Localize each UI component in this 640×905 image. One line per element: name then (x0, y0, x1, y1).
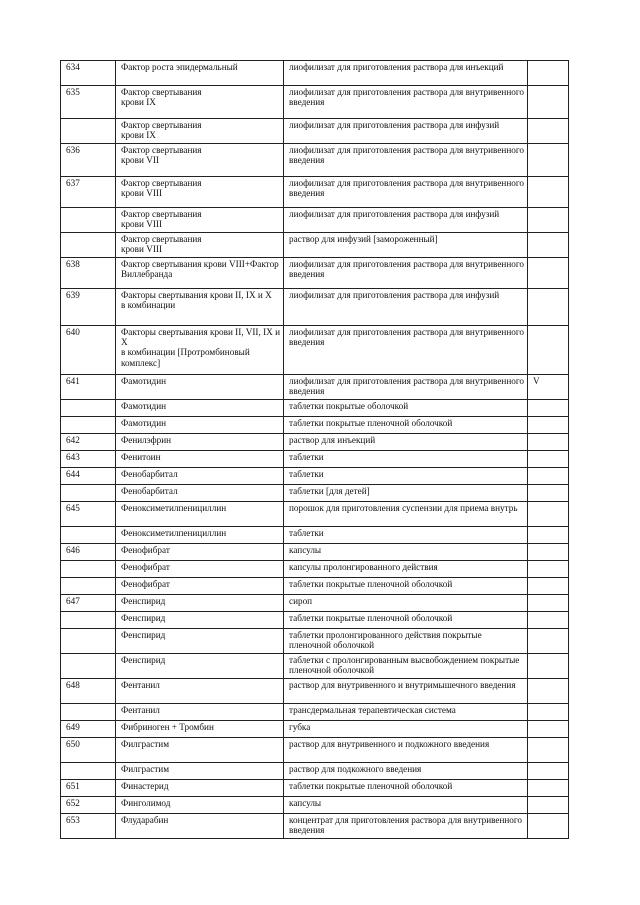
row-number-cell (61, 704, 116, 721)
mark-cell (528, 177, 569, 208)
table-row (61, 144, 569, 177)
drug-name-cell: Фамотидин (116, 375, 284, 400)
row-number-cell (61, 485, 116, 502)
row-number-cell: 639 (61, 289, 116, 326)
table-row (61, 61, 569, 86)
dosage-form-cell: лиофилизат для приготовления раствора для инфузий (284, 119, 528, 144)
dosage-form-cell: таблетки (284, 468, 528, 485)
dosage-form-cell: капсулы пролонгированного действия (284, 561, 528, 578)
drug-registry-table (60, 60, 569, 839)
drug-name-cell: Факторы свертывания крови II, VII, IX и X в комбинации [Протромбиновый комплекс] (116, 326, 284, 375)
drug-name-cell: Фенобарбитал (116, 468, 284, 485)
dosage-form-cell: концентрат для приготовления раствора для внутривенного введения (284, 814, 528, 839)
drug-name-cell: Фенспирид (116, 595, 284, 612)
dosage-form-cell: таблетки покрытые пленочной оболочкой (284, 417, 528, 434)
drug-name-cell: Феноксиметилпенициллин (116, 527, 284, 544)
table-row (61, 502, 569, 527)
dosage-form-cell: таблетки покрытые пленочной оболочкой (284, 780, 528, 797)
table-row (61, 738, 569, 763)
row-number-cell (61, 629, 116, 654)
dosage-form-cell: сироп (284, 595, 528, 612)
drug-name-cell: Фактор свертывания крови VIII (116, 233, 284, 258)
mark-cell (528, 612, 569, 629)
mark-cell (528, 544, 569, 561)
mark-cell (528, 780, 569, 797)
table-row (61, 417, 569, 434)
dosage-form-cell: таблетки (284, 451, 528, 468)
dosage-form-cell: лиофилизат для приготовления раствора для внутривенного введения (284, 326, 528, 375)
dosage-form-cell: порошок для приготовления суспензии для приема внутрь (284, 502, 528, 527)
drug-name-cell: Факторы свертывания крови II, IX и X в комбинации (116, 289, 284, 326)
mark-cell (528, 704, 569, 721)
row-number-cell (61, 233, 116, 258)
mark-cell (528, 233, 569, 258)
table-row (61, 797, 569, 814)
drug-name-cell: Фенспирид (116, 629, 284, 654)
dosage-form-cell: лиофилизат для приготовления раствора для внутривенного введения (284, 177, 528, 208)
dosage-form-cell: раствор для внутривенного и внутримышечного введения (284, 679, 528, 704)
mark-cell (528, 258, 569, 289)
mark-cell (528, 595, 569, 612)
mark-cell (528, 208, 569, 233)
mark-cell (528, 289, 569, 326)
table-row (61, 578, 569, 595)
table-row (61, 208, 569, 233)
table-row (61, 233, 569, 258)
drug-name-cell: Финголимод (116, 797, 284, 814)
row-number-cell: 634 (61, 61, 116, 86)
table-row (61, 763, 569, 780)
dosage-form-cell: лиофилизат для приготовления раствора для инъекций (284, 61, 528, 86)
table-row (61, 654, 569, 679)
dosage-form-cell: раствор для подкожного введения (284, 763, 528, 780)
row-number-cell: 640 (61, 326, 116, 375)
row-number-cell (61, 763, 116, 780)
row-number-cell: 635 (61, 86, 116, 119)
mark-cell (528, 797, 569, 814)
row-number-cell: 641 (61, 375, 116, 400)
drug-name-cell: Фенофибрат (116, 544, 284, 561)
row-number-cell (61, 119, 116, 144)
table-row (61, 704, 569, 721)
dosage-form-cell: лиофилизат для приготовления раствора для инфузий (284, 289, 528, 326)
row-number-cell (61, 417, 116, 434)
mark-cell (528, 654, 569, 679)
drug-name-cell: Филграстим (116, 738, 284, 763)
row-number-cell: 637 (61, 177, 116, 208)
drug-name-cell: Фактор свертывания крови VIII (116, 177, 284, 208)
mark-cell (528, 119, 569, 144)
row-number-cell: 651 (61, 780, 116, 797)
dosage-form-cell: лиофилизат для приготовления раствора для внутривенного введения (284, 144, 528, 177)
dosage-form-cell: таблетки пролонгированного действия покрытые пленочной оболочкой (284, 629, 528, 654)
table-row (61, 400, 569, 417)
row-number-cell: 636 (61, 144, 116, 177)
drug-name-cell: Фактор свертывания крови IX (116, 86, 284, 119)
dosage-form-cell: капсулы (284, 797, 528, 814)
table-row (61, 119, 569, 144)
dosage-form-cell: таблетки покрытые оболочкой (284, 400, 528, 417)
drug-name-cell: Фактор свертывания крови VIII (116, 208, 284, 233)
row-number-cell: 642 (61, 434, 116, 451)
drug-name-cell: Фенобарбитал (116, 485, 284, 502)
drug-name-cell: Фентанил (116, 679, 284, 704)
dosage-form-cell: раствор для инъекций (284, 434, 528, 451)
table-row (61, 780, 569, 797)
table-row (61, 289, 569, 326)
dosage-form-cell: раствор для инфузий [замороженный] (284, 233, 528, 258)
table-row (61, 527, 569, 544)
drug-name-cell: Фенитоин (116, 451, 284, 468)
row-number-cell: 649 (61, 721, 116, 738)
dosage-form-cell: таблетки покрытые пленочной оболочкой (284, 578, 528, 595)
mark-cell (528, 400, 569, 417)
row-number-cell: 650 (61, 738, 116, 763)
dosage-form-cell: лиофилизат для приготовления раствора для внутривенного введения (284, 86, 528, 119)
drug-name-cell: Флударабин (116, 814, 284, 839)
dosage-form-cell: губка (284, 721, 528, 738)
table-row (61, 544, 569, 561)
dosage-form-cell: таблетки (284, 527, 528, 544)
drug-name-cell: Фактор свертывания крови VIII+Фактор Виллебранда (116, 258, 284, 289)
row-number-cell (61, 527, 116, 544)
mark-cell: V (528, 375, 569, 400)
mark-cell (528, 561, 569, 578)
mark-cell (528, 434, 569, 451)
table-row (61, 612, 569, 629)
row-number-cell: 644 (61, 468, 116, 485)
row-number-cell (61, 208, 116, 233)
mark-cell (528, 485, 569, 502)
table-row (61, 595, 569, 612)
dosage-form-cell: таблетки покрытые пленочной оболочкой (284, 612, 528, 629)
dosage-form-cell: лиофилизат для приготовления раствора для внутривенного введения (284, 258, 528, 289)
table-row (61, 561, 569, 578)
table-row (61, 814, 569, 839)
table-row (61, 326, 569, 375)
row-number-cell: 638 (61, 258, 116, 289)
mark-cell (528, 61, 569, 86)
mark-cell (528, 326, 569, 375)
row-number-cell (61, 578, 116, 595)
mark-cell (528, 814, 569, 839)
mark-cell (528, 86, 569, 119)
mark-cell (528, 527, 569, 544)
table-row (61, 468, 569, 485)
dosage-form-cell: трансдермальная терапевтическая система (284, 704, 528, 721)
row-number-cell: 646 (61, 544, 116, 561)
mark-cell (528, 468, 569, 485)
drug-name-cell: Филграстим (116, 763, 284, 780)
table-row (61, 679, 569, 704)
row-number-cell: 647 (61, 595, 116, 612)
row-number-cell (61, 612, 116, 629)
table-row (61, 451, 569, 468)
row-number-cell: 648 (61, 679, 116, 704)
dosage-form-cell: таблетки с пролонгированным высвобождением покрытые пленочной оболочкой (284, 654, 528, 679)
row-number-cell (61, 561, 116, 578)
drug-name-cell: Фенофибрат (116, 561, 284, 578)
drug-name-cell: Фенспирид (116, 654, 284, 679)
drug-name-cell: Фамотидин (116, 400, 284, 417)
table-row (61, 375, 569, 400)
mark-cell (528, 629, 569, 654)
row-number-cell: 645 (61, 502, 116, 527)
table-row (61, 258, 569, 289)
table-row (61, 629, 569, 654)
mark-cell (528, 738, 569, 763)
table-row (61, 485, 569, 502)
drug-name-cell: Фамотидин (116, 417, 284, 434)
row-number-cell: 643 (61, 451, 116, 468)
mark-cell (528, 144, 569, 177)
drug-name-cell: Фенспирид (116, 612, 284, 629)
drug-name-cell: Фактор свертывания крови IX (116, 119, 284, 144)
mark-cell (528, 451, 569, 468)
row-number-cell (61, 400, 116, 417)
drug-name-cell: Фактор роста эпидермальный (116, 61, 284, 86)
dosage-form-cell: капсулы (284, 544, 528, 561)
drug-name-cell: Фентанил (116, 704, 284, 721)
dosage-form-cell: лиофилизат для приготовления раствора для внутривенного введения (284, 375, 528, 400)
drug-registry-body (61, 61, 569, 839)
table-row (61, 434, 569, 451)
mark-cell (528, 502, 569, 527)
row-number-cell: 653 (61, 814, 116, 839)
dosage-form-cell: раствор для внутривенного и подкожного введения (284, 738, 528, 763)
drug-name-cell: Фактор свертывания крови VII (116, 144, 284, 177)
mark-cell (528, 679, 569, 704)
table-row (61, 177, 569, 208)
row-number-cell (61, 654, 116, 679)
drug-name-cell: Фибриноген + Тромбин (116, 721, 284, 738)
mark-cell (528, 721, 569, 738)
mark-cell (528, 417, 569, 434)
dosage-form-cell: лиофилизат для приготовления раствора для инфузий (284, 208, 528, 233)
drug-name-cell: Финастерид (116, 780, 284, 797)
table-row (61, 721, 569, 738)
drug-name-cell: Феноксиметилпенициллин (116, 502, 284, 527)
mark-cell (528, 763, 569, 780)
mark-cell (528, 578, 569, 595)
row-number-cell: 652 (61, 797, 116, 814)
drug-name-cell: Фенилэфрин (116, 434, 284, 451)
drug-name-cell: Фенофибрат (116, 578, 284, 595)
table-row (61, 86, 569, 119)
dosage-form-cell: таблетки [для детей] (284, 485, 528, 502)
